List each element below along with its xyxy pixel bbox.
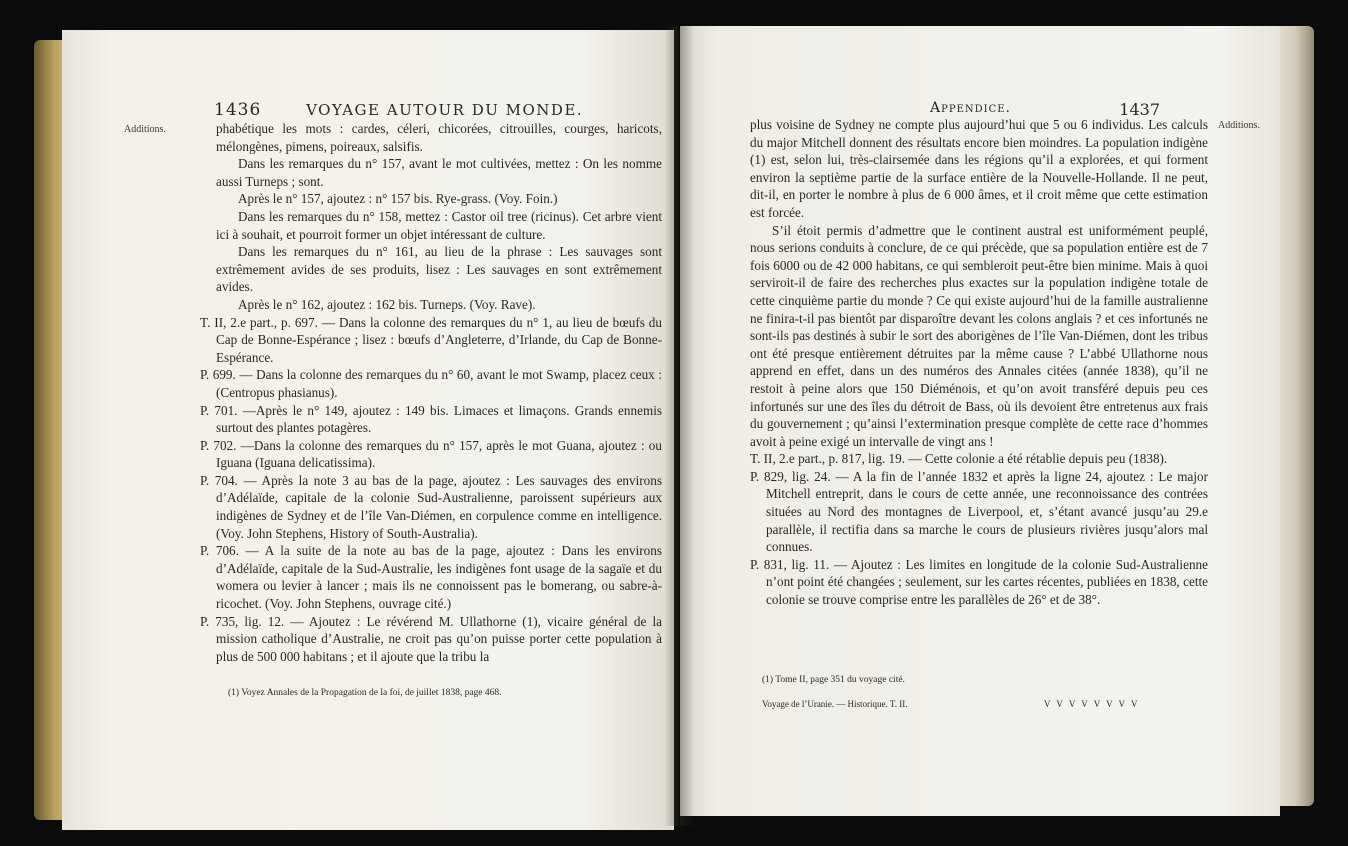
text-paragraph: S’il étoit permis d’admettre que le continent austral est uniformément peuplé, nous serions conduits à conclure, de ce qui précède, que sa population entière est de 7 fois 6000 ou de 42 000 habitans, ce qui sembleroit peut-être bien minime. Mais à quoi serviroit-il de faire des recherches plus exactes sur la population indigène totale de cette cinquième partie du monde ? Ce qui existe aujourd’hui de la famille australienne ne finira-t-il pas bientôt par disparoître devant les colons anglais ? et ces infortunés ne sont-ils pas destinés à subir le sort des aborigènes de l’île Van-Diémen, dont les tribus ont été presque entièrement détruites par la même cause ? L’abbé Ullathorne nous apprend en effet, dans un des numéros des Annales citées (année 1838), qu’il ne restoit à peine alors que 150 Diéménois, et qu’on avoit transféré depuis peu ces infortunés sur une des îles du détroit de Bass, où ils devoient être entretenus aux frais du gouvernement ; qu’ainsi l’extermination presque complète de cette race d’hommes avoit à peine exigé un intervalle de vingt ans ! [750, 222, 1208, 449]
right-running-head: Appendice. [930, 100, 1011, 116]
text-paragraph: T. II, 2.e part., p. 697. — Dans la colonne des remarques du n° 1, au lieu de bœufs du Cap de Bonne-Espérance ; lisez : bœufs d’Angleterre, d’Irlande, du Cap de Bonne-Espérance. [200, 314, 662, 365]
text-paragraph: P. 735, lig. 12. — Ajoutez : Le révérend M. Ullathorne (1), vicaire général de la mission catholique d’Australie, ne croit pas qu’on puisse porter cette population à plus de 500 000 habitans ; et il ajoute que la tribu la [200, 613, 662, 664]
text-paragraph: plus voisine de Sydney ne compte plus aujourd’hui que 5 ou 6 individus. Les calculs du major Mitchell donnent des résultats encore bien moindres. La population indigène (1) est, selon lui, très-clairsemée dans les régions qu’il a explorées, et qui forment environ la septième partie de la surface entière de la Nouvelle-Hollande. Il ne peut, dit-il, en porter le nombre à plus de 6 000 âmes, et il croit même que cette estimation est forcée. [750, 117, 1208, 220]
left-margin-note: Additions. [124, 124, 166, 135]
text-paragraph: P. 701. —Après le n° 149, ajoutez : 149 bis. Limaces et limaçons. Grands ennemis surtout des plantes potagères. [200, 402, 662, 436]
text-paragraph: Après le n° 157, ajoutez : n° 157 bis. Rye-grass. (Voy. Foin.) [238, 191, 558, 207]
text-paragraph: P. 699. — Dans la colonne des remarques du n° 60, avant le mot Swamp, placez ceux : (Centropus phasianus). [200, 367, 662, 400]
right-footnote: (1) Tome II, page 351 du voyage cité. [762, 675, 905, 685]
text-paragraph: T. II, 2.e part., p. 817, lig. 19. — Cette colonie a été rétablie depuis peu (1838). [750, 451, 1168, 467]
text-paragraph: Dans les remarques du n° 157, avant le mot cultivées, mettez : On les nomme aussi Turneps ; sont. [216, 156, 662, 189]
text-paragraph: P. 829, lig. 24. — A la fin de l’année 1832 et après la ligne 24, ajoutez : Le major Mitchell entreprit, dans le cours de cette année, une reconnoissance des contrées situées au Nord des montagnes de Liverpool, et, s’étant avancé jusqu’au 29.e parallèle, il rectifia dans sa marche le cours de plusieurs rivières jusqu’alors mal connues. [750, 468, 1208, 555]
book-gutter [664, 26, 694, 826]
text-paragraph: P. 706. — A la suite de la note au bas de la page, ajoutez : Dans les environs d’Adélaïde, capitale de la Sud-Australie, les indigènes font usage de la sagaïe et du womera ou levier à lancer ; mais ils ne connoissent pas le bomerang, ou sabre-à-ricochet. (Voy. John Stephens, ouvrage cité.) [200, 543, 662, 612]
text-paragraph: Dans les remarques du n° 161, au lieu de la phrase : Les sauvages sont extrêmement avides de ses produits, lisez : Les sauvages en sont extrêmement avides. [216, 244, 662, 295]
left-footnote: (1) Voyez Annales de la Propagation de la foi, de juillet 1838, page 468. [228, 688, 502, 698]
text-paragraph: phabétique les mots : cardes, céleri, chicorées, citrouilles, courges, haricots, mélongènes, pimens, poireaux, salsifis. [216, 121, 662, 154]
right-margin-note: Additions. [1218, 120, 1260, 131]
signature-mark: V V V V V V V V [1044, 699, 1140, 709]
text-paragraph: P. 702. —Dans la colonne des remarques du n° 157, après le mot Guana, ajoutez : ou Iguana (Iguana delicatissima). [200, 437, 662, 471]
text-paragraph: P. 704. — Après la note 3 au bas de la page, ajoutez : Les sauvages des environs d’Adélaïde, capitale de la colonie Sud-Australienne, paroissent supérieurs aux indigènes de Sydney et de l’île Van-Diémen, en corpulence comme en intelligence. (Voy. John Stephens, History of South-Australia). [200, 472, 662, 541]
text-paragraph: Après le n° 162, ajoutez : 162 bis. Turneps. (Voy. Rave). [238, 296, 536, 312]
left-running-header [214, 100, 654, 120]
right-text-column [750, 116, 1208, 609]
text-paragraph: P. 831, lig. 11. — Ajoutez : Les limites en longitude de la colonie Sud-Australienne n’ont point été changées ; seulement, sur les cartes récentes, publiées en 1838, cette colonie se trouve comprise entre les parallèles de 26° et de 38°. [750, 556, 1208, 608]
left-running-head: VOYAGE AUTOUR DU MONDE. [306, 101, 584, 119]
right-running-header [930, 100, 1230, 119]
left-page-number: 1436 [214, 100, 262, 120]
signature-text: Voyage de l’Uranie. — Historique. T. II. [762, 699, 908, 709]
text-paragraph: Dans les remarques du n° 158, mettez : Castor oil tree (ricinus). Cet arbre vient ici à souhait, et pourroit former un objet intéressant de culture. [216, 208, 662, 242]
right-page-number: 1437 [1119, 100, 1160, 119]
left-text-column [200, 120, 662, 665]
signature-line [762, 699, 1162, 709]
